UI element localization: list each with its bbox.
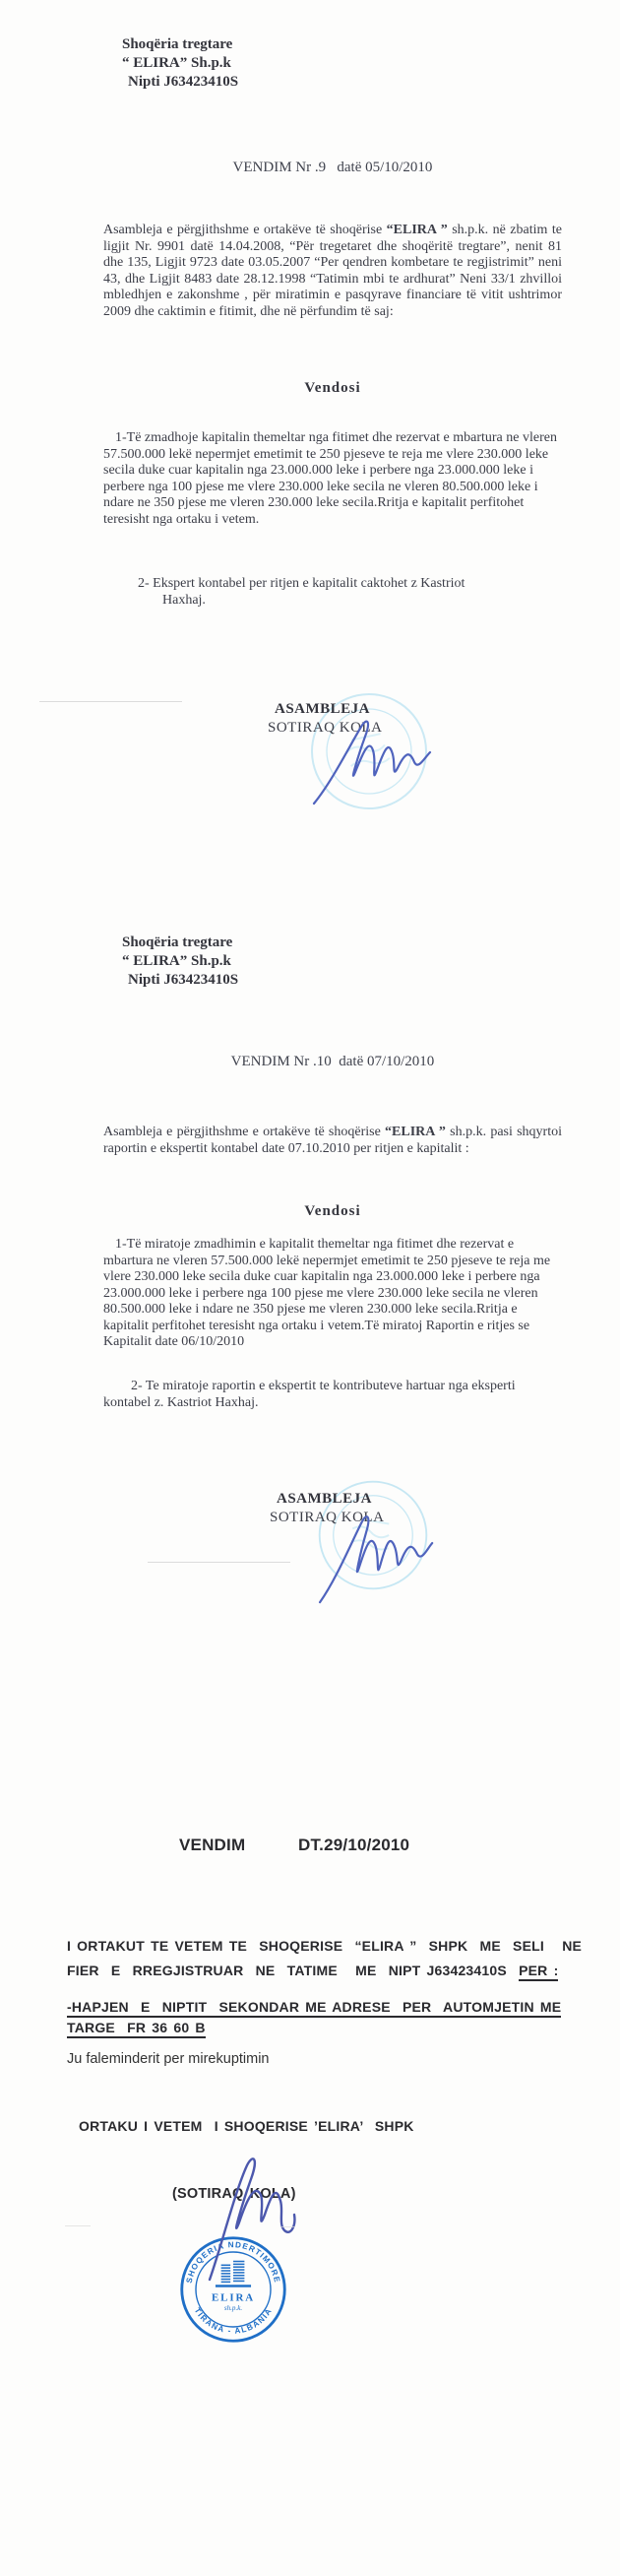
doc2-assembly-label: ASAMBLEJA — [277, 1491, 373, 1507]
seal-legal-form: sh.p.k. — [223, 2303, 243, 2312]
doc2-company-nipt: Nipti J63423410S — [128, 972, 239, 988]
doc2-decision-heading: Vendosi — [304, 1203, 361, 1219]
scan-artifact-line — [148, 1562, 290, 1563]
doc2-title: VENDIM Nr .10 datë 07/10/2010 — [230, 1054, 435, 1069]
doc3-body-line1: I ORTAKUT TE VETEM TE SHOQERISE “ELIRA ” SHPK ME SELI NE — [67, 1938, 583, 1954]
doc1-company-header — [122, 35, 238, 92]
doc3-line2-per-underlined: PER : — [519, 1963, 558, 1981]
doc2-intro-post: sh.p.k. pasi shqyrtoi raportin e ekspertit kontabel date 07.10.2010 per ritjen e kapitalit : — [103, 1125, 563, 1156]
doc1-assembly-label: ASAMBLEJA — [275, 701, 371, 717]
doc2-signer-name: SOTIRAQ KOLA — [270, 1510, 385, 1525]
seal-arc-top-text: SHOQERIA NDERTIMORE — [184, 2240, 282, 2285]
scan-artifact-line — [281, 2226, 295, 2227]
doc2-item-1: 1-Të miratoje zmadhimin e kapitalit themeltar nga fitimet dhe rezervat e mbartura ne vleren 57.500.000 lekë nepermjet emetimit te 250 pjeseve te reja me vlere 230.000 leke secila duke cuar kapitalin nga 23.000.000 leke i perbere nga 23.000.000 leke i perbere nga 100 pjese me vlere 230.000 leke secila ne vleren 80.500.000 leke i ndare ne 350 pjese me vleren 230.000 leke secila.Rritja e kapitalit perfitohet teresisht nga ortaku i vetem.Të miratoj Raportin e ritjes se Kapitalit date 06/10/2010 — [103, 1237, 551, 1349]
doc1-item-2: 2- Ekspert kontabel per ritjen e kapitalit caktohet z Kastriot Haxhaj. — [138, 576, 465, 608]
signature-icon-doc2 — [313, 1503, 441, 1611]
doc3-body-line2 — [67, 1963, 558, 1978]
doc2-intro-paragraph — [103, 1125, 562, 1157]
doc1-decision-heading: Vendosi — [304, 380, 361, 396]
seal-company-name: ELIRA — [211, 2291, 256, 2304]
doc3-thanks-line: Ju faleminderit per mirekuptimin — [67, 2051, 270, 2067]
doc3-signer-name: (SOTIRAQ KOLA) — [172, 2186, 296, 2202]
doc2-company-header — [122, 934, 238, 990]
doc1-item-1: 1-Të zmadhoje kapitalin themeltar nga fitimet dhe rezervat e mbartura ne vleren 57.500.000 lekë nepermjet emetimit te 250 pjeseve te reja me vlere 230.000 leke secila duke cuar kapitalin nga 23.000.000 leke i perbere nga 23.000.000 leke i perbere nga 100 pjese me vlere 230.000 leke secila ne vleren 80.500.000 leke i ndare ne 350 pjese me vleren 230.000 leke secila.Rritja e kapitalit perfitohet teresisht nga ortaku i vetem. — [103, 430, 557, 527]
doc2-company-name: Shoqëria tregtare — [122, 934, 233, 950]
doc1-company-name: Shoqëria tregtare — [122, 36, 233, 52]
doc3-title-label: VENDIM — [179, 1835, 246, 1854]
seal-bar — [216, 2285, 251, 2286]
doc3-body-line3 — [67, 1999, 561, 2015]
doc3-line4-underlined: TARGE FR 36 60 B — [67, 2020, 206, 2038]
doc1-intro-paragraph — [103, 223, 562, 320]
doc2-intro-pre: Asambleja e përgjithshme e ortakëve të shoqërise — [103, 1125, 386, 1139]
seal-arc-bottom-text: TIRANA - ALBANIA — [192, 2305, 275, 2336]
doc3-owner-line: ORTAKU I VETEM I SHOQERISE ’ELIRA’ SHPK — [79, 2118, 414, 2134]
signature-icon-doc3 — [182, 2152, 305, 2285]
doc1-company-form: “ ELIRA” Sh.p.k — [122, 55, 231, 71]
doc2-intro-company-bold: “ELIRA ” — [385, 1125, 446, 1139]
doc1-company-nipt: Nipti J63423410S — [128, 74, 239, 90]
doc2-item-2: 2- Te miratoje raportin e ekspertit te kontributeve hartuar nga eksperti kontabel z. Kastriot Haxhaj. — [103, 1379, 516, 1410]
signature-icon-doc1 — [310, 713, 438, 811]
doc2-company-form: “ ELIRA” Sh.p.k — [122, 953, 231, 969]
doc1-intro-company-bold: “ELIRA ” — [386, 223, 448, 237]
scan-artifact-line — [65, 2225, 91, 2226]
doc1-intro-post: sh.p.k. në zbatim te ligjit Nr. 9901 datë 14.04.2008, “Për tregetaret dhe shoqëritë tregtare”, nenit 81 dhe 135, Ligjit 9723 date 03.05.2007 “Per qendren kombetare te regjistrimit” neni 43, dhe Ligjit 8483 date 28.12.1998 “Tatimin mbi te ardhurat” Neni 33/1 zhvilloi mbledhjen e zakonshme , për miratimin e pasqyrave financiare të vitit ushtrimor 2009 dhe caktimin e fitimit, dhe në përfundim të saj: — [103, 223, 562, 319]
doc1-intro-pre: Asambleja e përgjithshme e ortakëve të shoqërise — [103, 223, 387, 237]
doc1-signer-name: SOTIRAQ KOLA — [268, 720, 383, 736]
doc3-title-date: DT.29/10/2010 — [298, 1835, 410, 1854]
doc1-title: VENDIM Nr .9 datë 05/10/2010 — [232, 160, 433, 175]
scan-artifact-line — [39, 701, 182, 702]
doc3-line3-underlined: -HAPJEN E NIPTIT SEKONDAR ME ADRESE PER AUTOMJETIN ME — [67, 1999, 561, 2018]
doc3-body-line4 — [67, 2020, 206, 2035]
doc3-line2-main: FIER E RREGJISTRUAR NE TATIME ME NIPT J63423410S — [67, 1963, 520, 1978]
